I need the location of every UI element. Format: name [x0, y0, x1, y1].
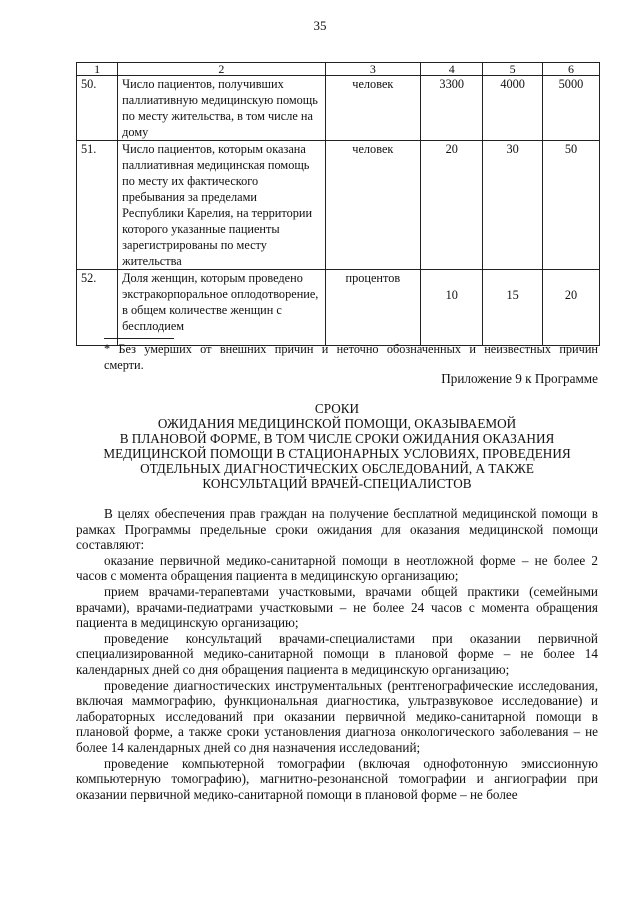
- value-cell: 15: [483, 270, 543, 346]
- body-text: [76, 506, 598, 802]
- heading-line: ОЖИДАНИЯ МЕДИЦИНСКОЙ ПОМОЩИ, ОКАЗЫВАЕМОЙ: [157, 416, 517, 431]
- heading-line: КОНСУЛЬТАЦИЙ ВРАЧЕЙ-СПЕЦИАЛИСТОВ: [202, 476, 472, 491]
- footnote-line-2: смерти.: [104, 358, 144, 372]
- indicators-table: [76, 62, 600, 346]
- value-cell: 10: [421, 270, 483, 346]
- row-number: 51.: [77, 141, 118, 270]
- unit-cell: процентов: [325, 270, 421, 346]
- value-cell: 3300: [421, 76, 483, 141]
- table-row: [77, 270, 600, 346]
- unit-cell: человек: [325, 76, 421, 141]
- value-cell: 20: [542, 270, 599, 346]
- value-cell: 5000: [542, 76, 599, 141]
- table-row: [77, 76, 600, 141]
- appendix-label: Приложение 9 к Программе: [441, 371, 598, 386]
- table-header-cell: 6: [542, 63, 599, 76]
- page-number: 35: [313, 18, 327, 33]
- table-header-cell: 3: [325, 63, 421, 76]
- table-header-row: [77, 63, 600, 76]
- table-header-cell: 4: [421, 63, 483, 76]
- paragraph: проведение консультаций врачами-специалистами при оказании первичной специализированной медико-санитарной помощи в плановой форме – не более 14 календарных дней со дня обращения пациента в медицинскую организацию;: [76, 630, 598, 677]
- heading-line: МЕДИЦИНСКОЙ ПОМОЩИ В СТАЦИОНАРНЫХ УСЛОВИЯХ, ПРОВЕДЕНИЯ: [103, 446, 571, 461]
- table-header-cell: 1: [77, 63, 118, 76]
- footnote-line-1: * Без умерших от внешних причин и неточно обозначенных и неизвестных причин: [104, 342, 598, 356]
- row-number: 50.: [77, 76, 118, 141]
- paragraph: В целях обеспечения прав граждан на получение бесплатной медицинской помощи в рамках Программы предельные сроки ожидания для оказания медицинской помощи составляют:: [76, 506, 598, 553]
- row-number: 52.: [77, 270, 118, 346]
- value-cell: 50: [542, 141, 599, 270]
- table-row: [77, 141, 600, 270]
- heading-line: В ПЛАНОВОЙ ФОРМЕ, В ТОМ ЧИСЛЕ СРОКИ ОЖИДАНИЯ ОКАЗАНИЯ: [119, 431, 555, 446]
- value-cell: 4000: [483, 76, 543, 141]
- section-heading: [76, 401, 598, 491]
- paragraph: оказание первичной медико-санитарной помощи в неотложной форме – не более 2 часов с момента обращения пациента в медицинскую организацию;: [76, 552, 598, 584]
- value-cell: 20: [421, 141, 483, 270]
- footnote-divider: [104, 338, 174, 339]
- paragraph: проведение диагностических инструментальных (рентгенографические исследования, включая маммографию, функциональная диагностика, ультразвуковое исследование) и лабораторных исследований при оказании первичной медико-санитарной помощи в плановой форме, а также сроки установления диагноза онкологического заболевания – не более 14 календарных дней со дня назначения исследований;: [76, 677, 598, 755]
- indicator-description: Число пациентов, которым оказана паллиативная медицинская помощь по месту их фактического пребывания за пределами Республики Карелия, на территории которого указанные пациенты зарегистрированы по месту жительства: [118, 141, 325, 270]
- table-header-cell: 5: [483, 63, 543, 76]
- table-header-cell: 2: [118, 63, 325, 76]
- indicator-description: Число пациентов, получивших паллиативную медицинскую помощь по месту жительства, в том числе на дому: [118, 76, 325, 141]
- heading-line: ОТДЕЛЬНЫХ ДИАГНОСТИЧЕСКИХ ОБСЛЕДОВАНИЙ, А ТАКЖЕ: [140, 461, 534, 476]
- indicator-description: Доля женщин, которым проведено экстракорпоральное оплодотворение, в общем количестве женщин с бесплодием: [118, 270, 325, 346]
- footnote: [104, 341, 598, 373]
- value-cell: 30: [483, 141, 543, 270]
- paragraph: проведение компьютерной томографии (включая однофотонную эмиссионную компьютерную томографию), магнитно-резонансной томографии и ангиографии при оказании первичной медико-санитарной помощи в плановой форме – не более: [76, 755, 598, 802]
- paragraph: прием врачами-терапевтами участковыми, врачами общей практики (семейными врачами), врачами-педиатрами участковыми – не более 24 часов с момента обращения пациента в медицинскую организацию;: [76, 583, 598, 631]
- heading-line: СРОКИ: [314, 401, 360, 416]
- unit-cell: человек: [325, 141, 421, 270]
